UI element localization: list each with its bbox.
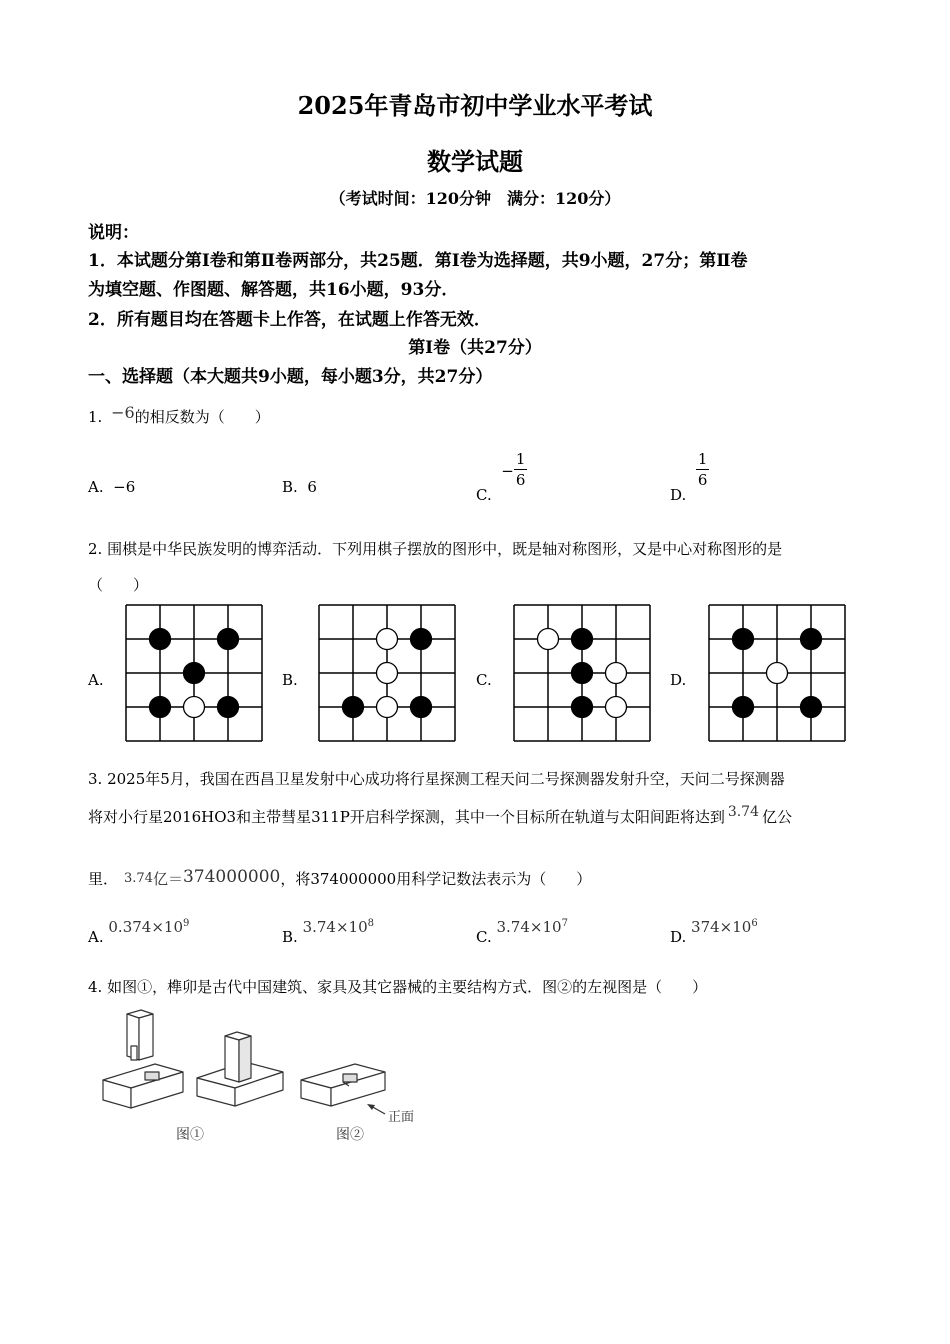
q1-option-b[interactable]: B. 6 <box>282 478 317 496</box>
go-board-d[interactable] <box>708 604 846 742</box>
go-board-c[interactable] <box>513 604 651 742</box>
black-stone <box>801 629 822 650</box>
q1-math: −6 <box>111 403 135 422</box>
q2-option-b-label[interactable]: B. <box>282 671 298 689</box>
front-view-label: 正面 <box>388 1110 415 1125</box>
section-heading: 一、选择题（本大题共9小题，每小题3分，共27分） <box>88 367 493 387</box>
black-stone <box>150 697 171 718</box>
black-stone <box>184 663 205 684</box>
black-stone <box>150 629 171 650</box>
white-stone <box>184 697 205 718</box>
question-1 <box>88 403 270 427</box>
exam-title: 2025年青岛市初中学业水平考试 <box>297 91 653 120</box>
black-stone <box>572 663 593 684</box>
go-board-a[interactable] <box>125 604 263 742</box>
q3-line2: 将对小行星2016HO3和主带彗星311P开启科学探测，其中一个目标所在轨道与太阳间距将达到 3.74 亿公 <box>88 804 793 826</box>
q1-option-d[interactable]: D. $\frac{1}{6}$ <box>670 450 708 504</box>
q2-line1: 2. 围棋是中华民族发明的博弈活动．下列用棋子摆放的图形中，既是轴对称图形，又是中心对称图形的是 <box>88 540 783 558</box>
black-stone <box>733 697 754 718</box>
exam-info: （考试时间：120分钟 满分：120分） <box>329 189 621 208</box>
white-stone <box>538 629 559 650</box>
q3-option-c[interactable]: C. $3.74\times 10^7$ <box>476 918 568 946</box>
q3-line1: 3. 2025年5月，我国在西昌卫星发射中心成功将行星探测工程天问二号探测器发射升空，天问二号探测器 <box>88 770 785 788</box>
notes-line1b: 为填空题、作图题、解答题，共16小题，93分． <box>88 280 459 300</box>
q3-line3: 里． 3.74亿＝374000000，将374000000用科学记数法表示为（ ） <box>88 867 592 888</box>
q4-text: 4. 如图①，榫卯是古代中国建筑、家具及其它器械的主要结构方式．图②的左视图是（ ） <box>88 978 708 996</box>
white-stone <box>606 697 627 718</box>
mortise-tenon-figure <box>95 1002 435 1152</box>
q3-option-b[interactable]: B. $3.74\times 10^8$ <box>282 918 375 946</box>
q2-option-c-label[interactable]: C. <box>476 671 492 689</box>
black-stone <box>801 697 822 718</box>
go-board-b[interactable] <box>318 604 456 742</box>
figure-2-label: 图② <box>336 1127 364 1143</box>
white-stone <box>767 663 788 684</box>
notes-line1: 1．本试题分第Ⅰ卷和第Ⅱ卷两部分，共25题．第Ⅰ卷为选择题，共9小题，27分；第Ⅱ卷 <box>88 251 748 271</box>
exam-subtitle: 数学试题 <box>427 147 523 176</box>
black-stone <box>218 629 239 650</box>
q2-line2: （ ） <box>88 576 149 594</box>
q1-option-a[interactable]: A. −6 <box>88 478 136 496</box>
notes-line2: 2．所有题目均在答题卡上作答，在试题上作答无效． <box>88 310 491 330</box>
black-stone <box>733 629 754 650</box>
figure-1-label: 图① <box>176 1127 204 1143</box>
black-stone <box>572 697 593 718</box>
q1-number: 1. <box>88 408 103 426</box>
notes-heading: 说明： <box>88 223 139 243</box>
white-stone <box>377 697 398 718</box>
q1-text: 的相反数为（ ） <box>134 408 270 426</box>
black-stone <box>218 697 239 718</box>
black-stone <box>411 629 432 650</box>
q3-option-d[interactable]: D. $374\times 10^6$ <box>670 918 758 946</box>
black-stone <box>572 629 593 650</box>
q1-option-c[interactable]: C. − $\frac{1}{6}$ <box>476 450 526 504</box>
black-stone <box>411 697 432 718</box>
q2-option-a-label[interactable]: A. <box>88 671 104 689</box>
white-stone <box>377 629 398 650</box>
black-stone <box>343 697 364 718</box>
q2-option-d-label[interactable]: D. <box>670 671 687 689</box>
white-stone <box>377 663 398 684</box>
q3-option-a[interactable]: A. $0.374\times 10^9$ <box>88 918 190 946</box>
part1-heading: 第Ⅰ卷（共27分） <box>408 338 542 358</box>
white-stone <box>606 663 627 684</box>
